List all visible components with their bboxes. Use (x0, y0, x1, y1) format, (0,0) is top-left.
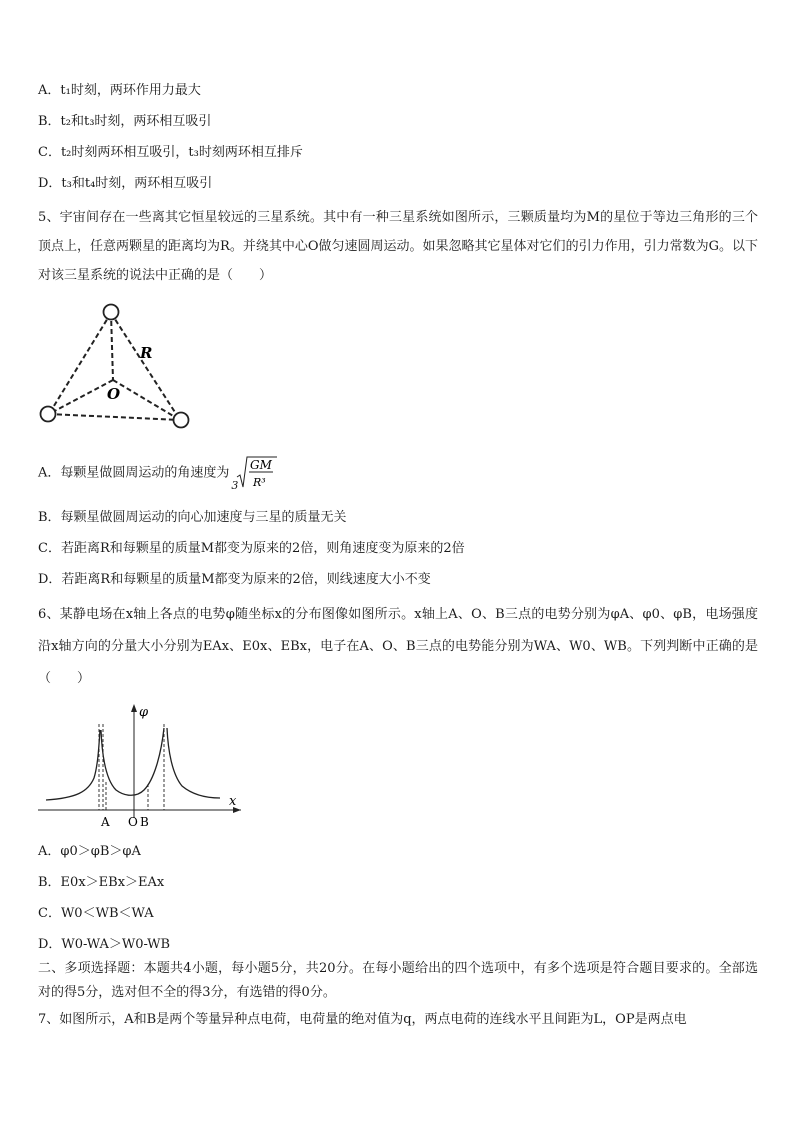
q5-option-d: D．若距离R和每颗星的质量M都变为原来的2倍，则线速度大小不变 (38, 572, 431, 587)
star-top (104, 305, 119, 320)
q6-option-d: D．W0-WA＞W0-WB (38, 937, 171, 952)
q5-option-a-text: A．每颗星做圆周运动的角速度为 (38, 465, 230, 481)
q4-option-b: B．t₂和t₃时刻，两环相互吸引 (38, 114, 212, 129)
q4-option-d: D．t₃和t₄时刻，两环相互吸引 (38, 176, 213, 191)
label-o: O (107, 385, 121, 403)
q6-option-b: B．E0x＞EBx＞EAx (38, 875, 165, 890)
tick-b: B (140, 815, 149, 829)
section-2-heading: 二、多项选择题：本题共4小题，每小题5分，共20分。在每小题给出的四个选项中，有多个选项是符合题目要求的。全部选对的得5分，选对但不全的得3分，有选错的得0分。 (38, 961, 758, 1000)
coef: 3 (231, 479, 239, 492)
q6-option-c: C．W0＜WB＜WA (38, 906, 154, 921)
q4-option-a: A．t₁时刻，两环作用力最大 (38, 83, 201, 98)
q5-stem: 5、宇宙间存在一些离其它恒星较远的三星系统。其中有一种三星系统如图所示，三颗质量均为M的星位于等边三角形的三个顶点上，任意两颗星的距离均为R。并绕其中心O做匀速圆周运动。如果忽略其它星体对它们的引力作用，引力常数为G。以下对该三星系统的说法中正确的是（ ） (38, 210, 758, 283)
label-r: R (140, 344, 153, 362)
q5-option-c: C．若距离R和每颗星的质量M都变为原来的2倍，则角速度变为原来的2倍 (38, 541, 465, 556)
three-star-figure (36, 300, 196, 435)
frac-num: GM (250, 458, 273, 472)
q6-option-a: A．φ0＞φB＞φA (38, 844, 141, 859)
potential-graph (36, 700, 246, 830)
q7-stem: 7、如图所示，A和B是两个等量异种点电荷，电荷量的绝对值为q，两点电荷的连线水平且间距为L，OP是两点电 (38, 1012, 687, 1027)
x-axis-label: x (229, 794, 237, 809)
frac-den: R³ (253, 476, 267, 489)
q5-option-a-formula (229, 455, 277, 491)
tick-o: O (128, 815, 138, 829)
q4-option-c: C．t₂时刻两环相互吸引，t₃时刻两环相互排斥 (38, 145, 303, 160)
potential-curve-left (46, 730, 100, 800)
q5-option-a (38, 455, 277, 492)
q5-option-b: B．每颗星做圆周运动的向心加速度与三星的质量无关 (38, 510, 347, 525)
star-right (174, 413, 189, 428)
q6-stem: 6、某静电场在x轴上各点的电势φ随坐标x的分布图像如图所示。x轴上A、O、B三点的电势分别为φA、φ0、φB，电场强度沿x轴方向的分量大小分别为EAx、E0x、EBx，电子在A、O、B三点的电势能分别为WA、W0、WB。下列判断中正确的是（ ） (38, 607, 758, 686)
tick-a: A (101, 815, 110, 829)
star-left (41, 407, 56, 422)
potential-curve-right (167, 728, 220, 798)
potential-curve-middle (101, 728, 164, 795)
y-axis-label: φ (139, 705, 149, 720)
